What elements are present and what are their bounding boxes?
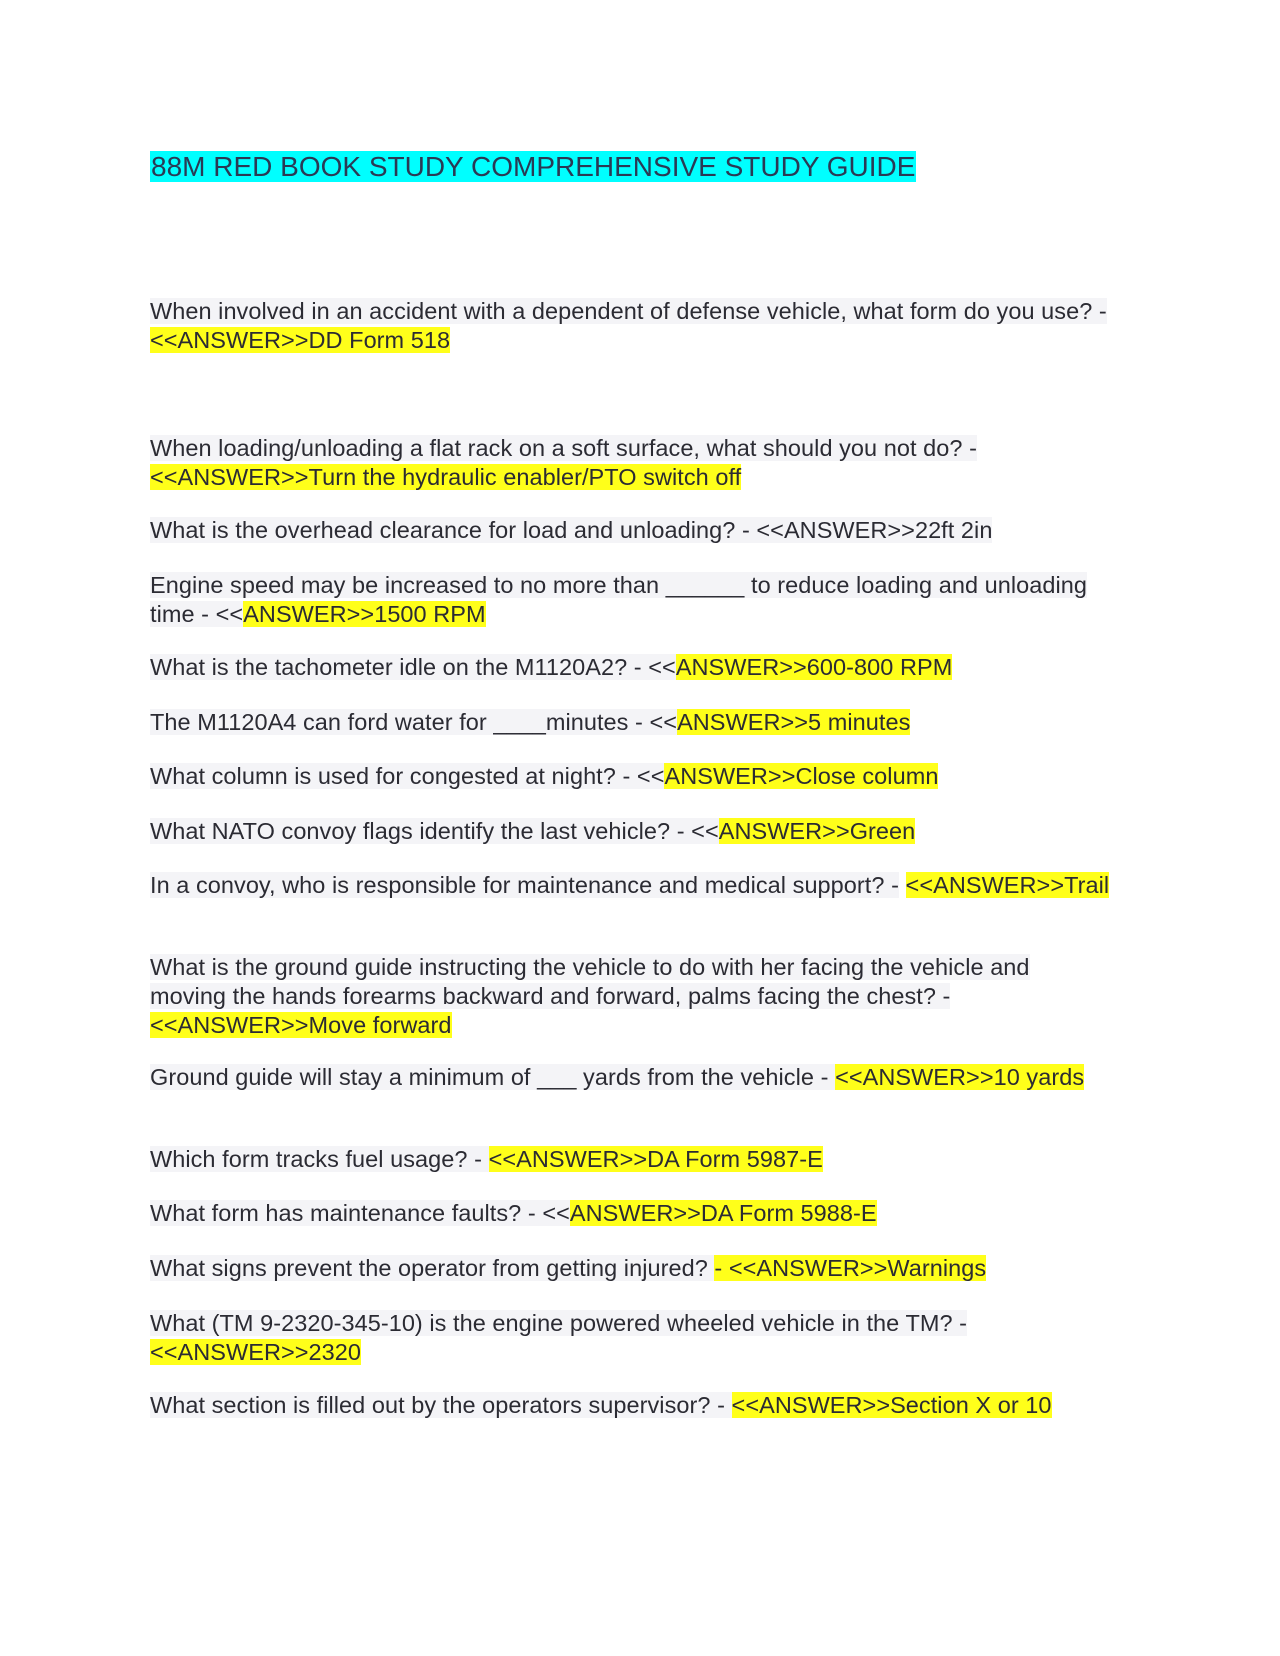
qa-item: [150, 1254, 1110, 1283]
answer-highlight: ANSWER>>DA Form 5988-E: [569, 1200, 877, 1226]
qa-item: [150, 953, 1110, 1040]
qa-item: [150, 762, 1110, 791]
answer-highlight: <<ANSWER>>DA Form 5987-E: [488, 1146, 823, 1172]
answer-highlight: <<ANSWER>>2320: [150, 1339, 362, 1365]
answer-highlight: <<ANSWER>>Turn the hydraulic enabler/PTO switch off: [150, 464, 742, 490]
qa-item: [150, 516, 1110, 545]
qa-item: [150, 434, 1110, 492]
answer-highlight: <<ANSWER>>10 yards: [835, 1064, 1085, 1090]
question-text: What section is filled out by the operators supervisor? -: [150, 1392, 725, 1418]
question-text: What column is used for congested at night? -: [150, 763, 631, 789]
qa-item: [150, 1391, 1110, 1420]
qa-item: [150, 1063, 1110, 1092]
question-text: Ground guide will stay a minimum of ___ yards from the vehicle -: [150, 1064, 829, 1090]
qa-item: [150, 1145, 1110, 1174]
answer-highlight: ANSWER>>Green: [718, 818, 916, 844]
answer-highlight: ANSWER>>1500 RPM: [243, 601, 486, 627]
answer-highlight: <<ANSWER>>Move forward: [150, 1012, 452, 1038]
answer-highlight: ANSWER>>600-800 RPM: [675, 654, 953, 680]
answer-prefix: <<: [684, 818, 719, 844]
answer-prefix: <<: [642, 709, 678, 735]
answer-prefix: <<: [641, 654, 676, 680]
answer-prefix: <<: [209, 601, 244, 627]
answer-highlight: - <<ANSWER>>Warnings: [714, 1255, 987, 1281]
answer-highlight: ANSWER>>5 minutes: [677, 709, 911, 735]
question-text: The M1120A4 can ford water for ____minutes -: [150, 709, 643, 735]
qa-item: [150, 708, 1110, 737]
question-text: When loading/unloading a flat rack on a soft surface, what should you not do? -: [150, 435, 977, 461]
question-text: Engine speed may be increased to no more than ______ to reduce loading and unloading time -: [150, 572, 1088, 627]
question-text: What (TM 9-2320-345-10) is the engine powered wheeled vehicle in the TM? -: [150, 1310, 968, 1336]
question-text: What is the tachometer idle on the M1120A2? -: [150, 654, 642, 680]
answer-prefix: <<: [535, 1200, 570, 1226]
answer-highlight: ANSWER>>Close column: [664, 763, 939, 789]
answer-prefix: [482, 1146, 489, 1172]
answer-highlight: <<ANSWER>>Section X or 10: [731, 1392, 1052, 1418]
qa-item: [150, 653, 1110, 682]
question-text: Which form tracks fuel usage? -: [150, 1146, 482, 1172]
qa-item: [150, 1199, 1110, 1228]
question-text: What NATO convoy flags identify the last vehicle? -: [150, 818, 685, 844]
qa-item: [150, 571, 1110, 629]
question-text: What is the overhead clearance for load and unloading? -: [150, 517, 750, 543]
question-text: In a convoy, who is responsible for maintenance and medical support? -: [150, 872, 899, 898]
answer-prefix: <<ANSWER>>22ft 2in: [749, 517, 993, 543]
answer-prefix: [899, 872, 906, 898]
qa-item: [150, 1309, 1110, 1367]
question-text: What form has maintenance faults? -: [150, 1200, 536, 1226]
question-text: What signs prevent the operator from getting injured?: [150, 1255, 708, 1281]
answer-prefix: [725, 1392, 732, 1418]
document-title: 88M RED BOOK STUDY COMPREHENSIVE STUDY GUIDE: [151, 151, 916, 182]
question-text: What is the ground guide instructing the vehicle to do with her facing the vehicle and moving the hands forearms backward and forward, palms facing the chest? -: [150, 954, 1030, 1009]
answer-highlight: <<ANSWER>>Trail: [905, 872, 1110, 898]
qa-item: [150, 817, 1110, 846]
answer-prefix: <<: [630, 763, 665, 789]
qa-item: [150, 297, 1110, 355]
answer-highlight: <<ANSWER>>DD Form 518: [150, 327, 451, 353]
question-text: When involved in an accident with a dependent of defense vehicle, what form do you use? -: [150, 298, 1107, 324]
qa-item: [150, 871, 1110, 900]
